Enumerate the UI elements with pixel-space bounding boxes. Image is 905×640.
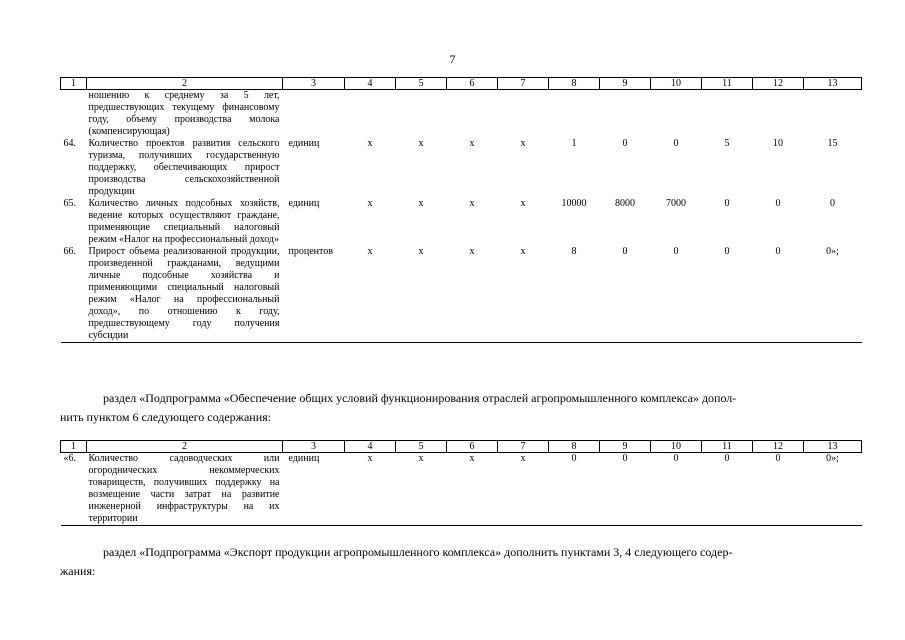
value-cell: 10 (773, 138, 783, 149)
value-cell: 0 (830, 198, 835, 209)
row-number: «6. (61, 453, 87, 526)
value-cell: х (520, 198, 526, 209)
unit-cell: единиц (283, 453, 345, 526)
value-cell: 0 (600, 453, 651, 526)
indicator-name: Количество садоводческих или огороднических некоммерческих товариществ, получивших поддержку на возмещение части затрат на развитие инженерной инфраструктуры на их территории (87, 453, 283, 526)
value-cell: 0 (775, 198, 781, 209)
value-cell (600, 90, 651, 139)
column-header: 4 (345, 78, 396, 90)
column-header: 3 (283, 78, 345, 90)
value-cell: 0 (600, 246, 651, 343)
column-header: 11 (702, 441, 753, 453)
column-header: 2 (87, 441, 283, 453)
row-number (61, 90, 87, 139)
value-cell: 0 (753, 453, 804, 526)
row-number: 64. (63, 138, 76, 149)
value-cell: х (396, 246, 447, 343)
value-cell (549, 90, 600, 139)
column-header: 1 (61, 78, 87, 90)
column-header: 10 (651, 78, 702, 90)
indicator-name: Количество проектов развития сельского туризма, получивших государственную поддержку, обеспечивающих прирост производства сельскохозяйственной продукции (88, 138, 280, 197)
value-cell: 0 (702, 246, 753, 343)
value-cell: х (418, 138, 424, 149)
column-header: 5 (396, 441, 447, 453)
column-header: 2 (87, 78, 283, 90)
column-header: 5 (396, 78, 447, 90)
value-cell: 0 (549, 453, 600, 526)
column-header: 6 (447, 78, 498, 90)
table-row (61, 246, 862, 343)
column-header: 1 (61, 441, 87, 453)
indicators-table (60, 77, 862, 343)
value-cell: х (367, 198, 373, 209)
indicator-name: Прирост объема реализованной продукции, произведенной гражданами, ведущими личные подсобные хозяйства и применяющими специальный налоговый режим «Налог на профессиональный доход», по отношению к году, предшествующему году получения субсидии (87, 246, 283, 343)
unit-cell: единиц (288, 198, 320, 209)
column-header: 13 (804, 441, 862, 453)
value-cell: 0 (724, 198, 730, 209)
value-cell: х (498, 246, 549, 343)
paragraph-text: раздел «Подпрограмма «Экспорт продукции агропромышленного комплекса» дополнить пунктами 3, 4 следующего содер- (103, 545, 733, 559)
value-cell: 8000 (615, 198, 635, 209)
column-header: 13 (804, 78, 862, 90)
value-cell: 1 (571, 138, 577, 149)
value-cell: 0 (651, 453, 702, 526)
paragraph-text-continued: жания: (60, 564, 96, 578)
value-cell: х (469, 138, 475, 149)
value-cell (753, 90, 804, 139)
paragraph-text: раздел «Подпрограмма «Обеспечение общих условий функционирования отраслей агропромышленного комплекса» допол- (103, 391, 737, 405)
value-cell: х (498, 453, 549, 526)
value-cell: х (345, 246, 396, 343)
value-cell (702, 90, 753, 139)
column-header: 4 (345, 441, 396, 453)
value-cell: 5 (724, 138, 730, 149)
value-cell: 0 (702, 453, 753, 526)
column-header: 7 (498, 441, 549, 453)
table-row (61, 90, 862, 139)
indicator-name: Количество личных подсобных хозяйств, ведение которых осуществляют граждане, применяющие специальный налоговый режим «Налог на профессиональный доход» (88, 198, 280, 245)
value-cell (345, 90, 396, 139)
column-header: 9 (600, 78, 651, 90)
value-cell: 10000 (561, 198, 587, 209)
value-cell (396, 90, 447, 139)
value-cell: х (345, 453, 396, 526)
column-header: 9 (600, 441, 651, 453)
value-cell: 0 (651, 246, 702, 343)
value-cell: 0»; (804, 246, 862, 343)
value-cell: х (367, 138, 373, 149)
column-header: 11 (702, 78, 753, 90)
table-row (61, 198, 862, 246)
value-cell: 15 (827, 138, 838, 149)
value-cell (804, 90, 862, 139)
column-header: 10 (651, 441, 702, 453)
row-number: 66. (61, 246, 87, 343)
table-row (61, 453, 862, 526)
value-cell: 7000 (666, 198, 686, 209)
column-header: 12 (753, 78, 804, 90)
value-cell: 0 (673, 138, 679, 149)
amendment-paragraph-1 (60, 389, 850, 427)
value-cell: 0 (622, 138, 628, 149)
value-cell: х (447, 246, 498, 343)
value-cell: х (396, 453, 447, 526)
indicator-name: ношению к среднему за 5 лет, предшествующих текущему финансовому году, объему производства молока (компенсирующая) (88, 90, 280, 137)
table-row (61, 138, 862, 198)
column-header: 3 (283, 441, 345, 453)
column-header: 8 (549, 78, 600, 90)
table-header-row (61, 441, 862, 453)
unit-cell (283, 90, 345, 139)
value-cell: х (447, 453, 498, 526)
row-number: 65. (63, 198, 76, 209)
table-header-row (61, 78, 862, 90)
indicators-table-2 (60, 440, 862, 526)
value-cell (447, 90, 498, 139)
value-cell: 8 (549, 246, 600, 343)
unit-cell: единиц (288, 138, 320, 149)
value-cell: х (520, 138, 526, 149)
value-cell: х (418, 198, 424, 209)
value-cell (651, 90, 702, 139)
value-cell: 0 (753, 246, 804, 343)
column-header: 6 (447, 441, 498, 453)
column-header: 8 (549, 441, 600, 453)
page-number: 7 (449, 52, 456, 66)
value-cell: 0»; (804, 453, 862, 526)
value-cell: х (469, 198, 475, 209)
amendment-paragraph-2 (60, 543, 850, 581)
column-header: 12 (753, 441, 804, 453)
column-header: 7 (498, 78, 549, 90)
paragraph-text-continued: нить пунктом 6 следующего содержания: (60, 410, 271, 424)
unit-cell: процентов (283, 246, 345, 343)
value-cell (498, 90, 549, 139)
